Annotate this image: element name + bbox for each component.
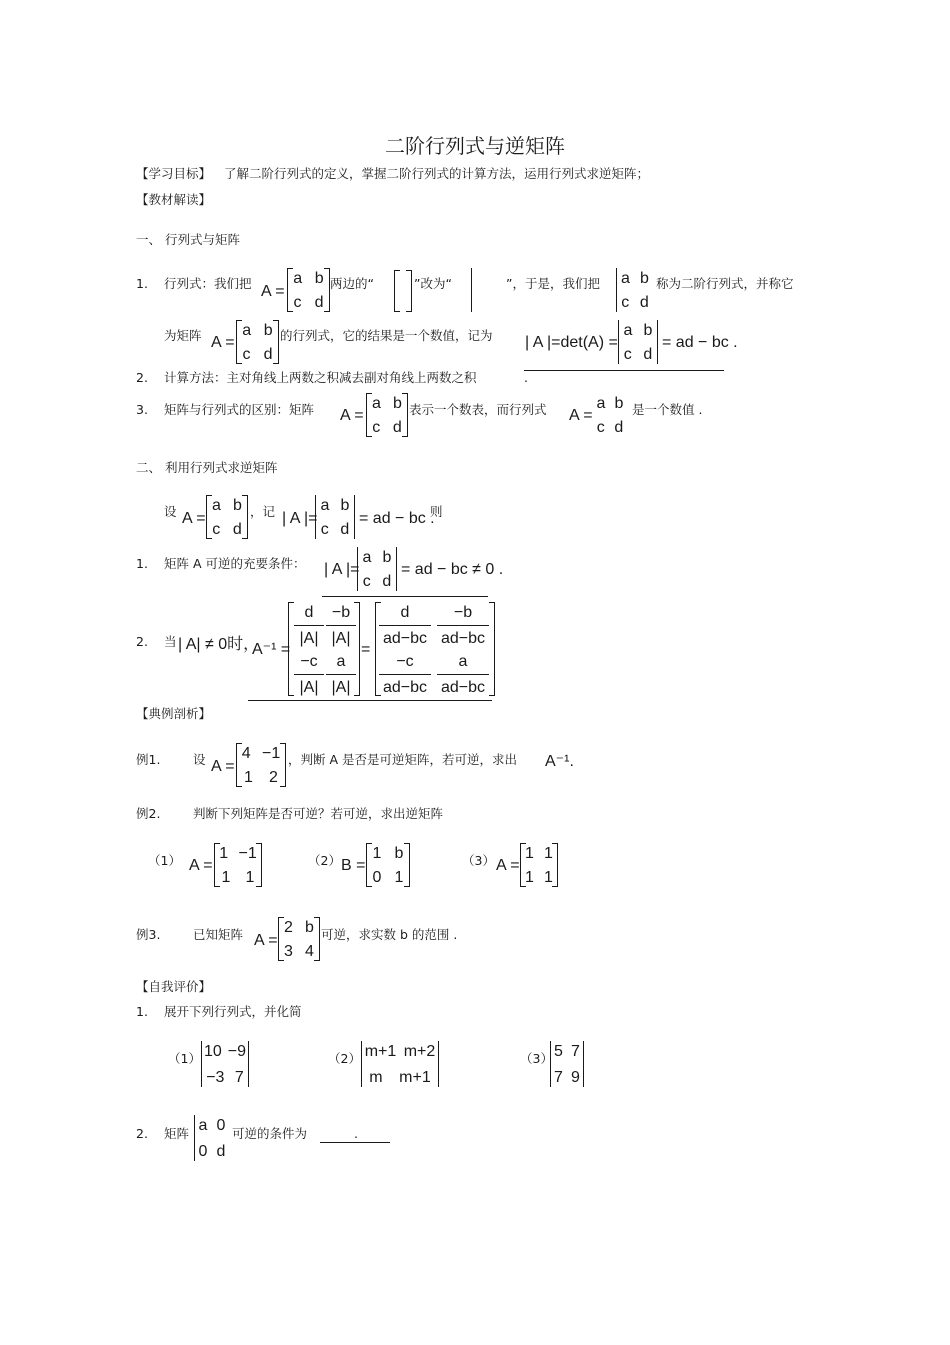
equals: =	[361, 641, 371, 658]
item-text: 矩阵与行列式的区别：矩阵	[164, 402, 315, 417]
a-equals: A =	[496, 857, 520, 874]
bracket-symbol	[394, 270, 412, 312]
bar-symbol	[471, 268, 473, 312]
underline	[524, 370, 724, 371]
item-text: 行列式：我们把	[164, 276, 252, 291]
example-3-matrix: 2 b 3 4	[278, 917, 320, 961]
item-number: 2.	[136, 1126, 148, 1141]
item-number: 1.	[136, 276, 148, 291]
item-text: 表示一个数表，而行列式	[409, 402, 547, 417]
a-equals: A =	[254, 932, 278, 949]
example-1-matrix: 4 −1 1 2	[236, 743, 286, 787]
a-equals: A =	[182, 510, 206, 527]
matrix-abcd: a b c d	[366, 393, 408, 437]
item-text: 矩阵 A 可逆的充要条件：	[164, 556, 306, 571]
example-text: ，判断 A 是否是可逆矩阵，若可逆，求出	[288, 752, 517, 767]
item-number: 1.	[136, 1004, 148, 1019]
item-number: 3.	[136, 402, 148, 417]
examples-label: 【典例剖析】	[136, 706, 212, 721]
example-text: 已知矩阵	[193, 927, 244, 942]
setup-text: ，记	[250, 504, 276, 519]
goal-text: 了解二阶行列式的定义，掌握二阶行列式的计算方法，运用行列式求逆矩阵；	[224, 166, 650, 181]
det-notation: | A |=det(A) =	[525, 334, 618, 351]
item-number: 2.	[136, 370, 148, 385]
part-number: （3）	[462, 853, 495, 868]
det-a-label: | A |=	[324, 561, 360, 578]
item-text: 展开下列行列式，并化简	[164, 1004, 302, 1019]
example-2-matrix-1: 1 −1 1 1	[214, 843, 262, 887]
a-equals: A =	[569, 407, 593, 424]
item-number: 2.	[136, 634, 148, 649]
det-value: = ad − bc .	[359, 510, 435, 527]
self-determinant-1: 10 −9 −3 7	[201, 1041, 249, 1087]
det-value: = ad − bc ≠ 0 .	[401, 561, 504, 578]
determinant-abcd-plain: a b c d	[596, 395, 624, 436]
part-number: （2）	[328, 1051, 361, 1066]
section-2-heading: 二、 利用行列式求逆矩阵	[136, 460, 278, 475]
part-number: （3）	[520, 1051, 553, 1066]
example-2-matrix-3: 1 1 1 1	[520, 843, 558, 887]
item-text: 为矩阵	[164, 328, 202, 343]
underline	[248, 700, 492, 701]
a-equals: A =	[340, 407, 364, 424]
item-text: 两边的“	[330, 276, 374, 291]
determinant-abcd: a b c d	[357, 547, 397, 591]
matrix-abcd: a b c d	[236, 320, 279, 364]
condition: | A| ≠ 0时，	[178, 636, 260, 653]
a-equals: A =	[211, 758, 235, 775]
item-text: 计算方法：主对角线上两数之积减去副对角线上两数之积	[164, 370, 477, 385]
example-3-label: 例3.	[136, 927, 161, 942]
item-text: 称为二阶行列式，并称它	[656, 276, 794, 291]
setup-text: 设	[164, 504, 177, 519]
a-inverse-label: A⁻¹ =	[252, 641, 291, 658]
det-value: = ad − bc .	[662, 334, 738, 351]
determinant-abcd: a b c d	[315, 495, 355, 539]
determinant-abcd: a b c d	[618, 320, 658, 364]
item-text: 矩阵	[164, 1126, 190, 1141]
item-text: ”改为“	[414, 276, 452, 291]
underline	[322, 596, 488, 597]
matrix-abcd: a b c d	[206, 495, 248, 539]
a-equals: A =	[261, 283, 285, 300]
example-1-label: 例1.	[136, 752, 161, 767]
a-equals: A =	[211, 334, 235, 351]
self-determinant-3: 5 7 7 9	[550, 1041, 584, 1087]
item-text: 当	[164, 634, 177, 649]
goal-label: 【学习目标】	[136, 166, 212, 181]
item-end: .	[524, 370, 528, 385]
self-eval-label: 【自我评价】	[136, 979, 212, 994]
item-number: 1.	[136, 556, 148, 571]
inverse-matrix-explicit: $\frac{d}{ad-bc}$ $\frac{-b}{ad-bc}$ $\frac{-c}{ad-bc}$ $\frac{a}{ad-bc}$	[375, 602, 495, 696]
part-number: （1）	[168, 1051, 201, 1066]
matrix-abcd: a b c d	[287, 268, 330, 312]
item-text: 的行列式，它的结果是一个数值，记为	[280, 328, 493, 343]
page-title: 二阶行列式与逆矩阵	[385, 134, 565, 158]
det-a-label: | A |=	[282, 510, 318, 527]
part-number: （1）	[148, 853, 181, 868]
example-2-label: 例2.	[136, 806, 161, 821]
item-text: 是一个数值 .	[632, 402, 703, 417]
section-1-heading: 一、 行列式与矩阵	[136, 232, 240, 247]
item-text: 可逆的条件为	[232, 1126, 308, 1141]
self-determinant-2: m+1 m+2 m m+1	[361, 1041, 439, 1087]
reading-label: 【教材解读】	[136, 192, 212, 207]
example-text: 判断下列矩阵是否可逆？若可逆，求出逆矩阵	[193, 806, 444, 821]
a-equals: A =	[189, 857, 213, 874]
a-inverse: A⁻¹.	[545, 753, 574, 770]
inverse-matrix-over-det: $\frac{d}{|A|}$ $\frac{-b}{|A|}$ $\frac{-c}{|A|}$ $\frac{a}{|A|}$	[288, 602, 360, 696]
self-determinant-ad: a 0 0 d	[194, 1115, 230, 1161]
item-end: .	[354, 1126, 358, 1141]
item-text: ”，于是，我们把	[506, 276, 600, 291]
answer-blank	[320, 1142, 390, 1143]
example-text: 设	[193, 752, 206, 767]
b-equals: B =	[341, 857, 366, 874]
determinant-abcd: a b c d	[616, 268, 654, 312]
part-number: （2）	[308, 853, 341, 868]
setup-text: 则	[430, 504, 443, 519]
example-2-matrix-2: 1 b 0 1	[366, 843, 410, 887]
example-text: 可逆，求实数 b 的范围 .	[321, 927, 458, 942]
